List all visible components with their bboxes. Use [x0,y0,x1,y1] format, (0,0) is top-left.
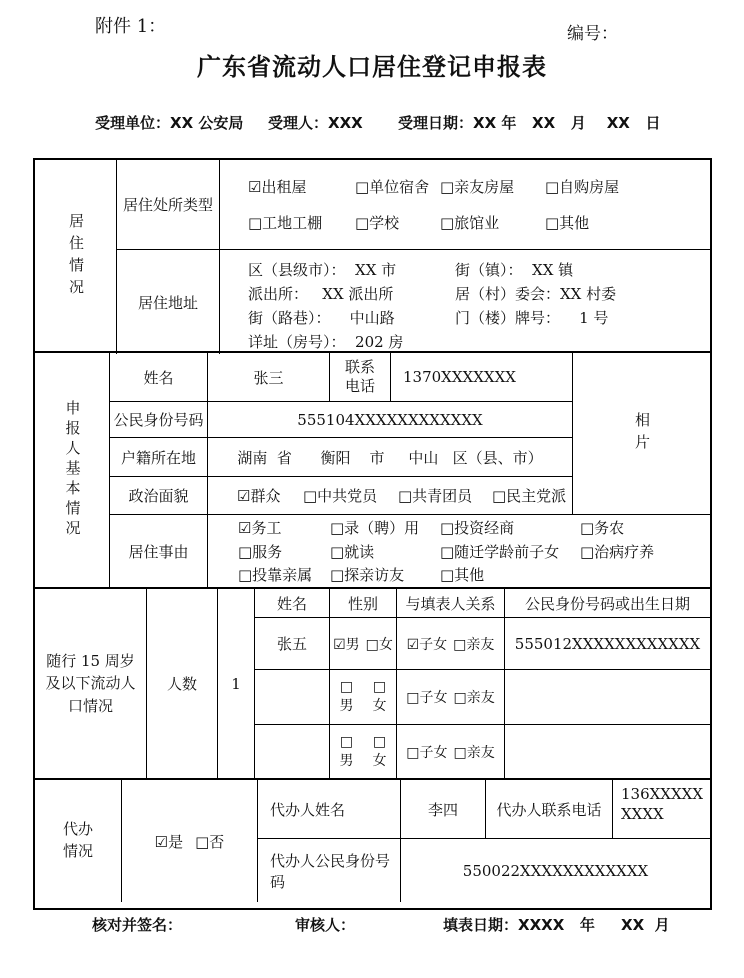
checkbox-agent-no: □否 [195,832,225,851]
checkbox-work: ☑务工 [238,519,282,538]
residence-type-options [220,160,710,250]
checkbox-child: ☑子女 [406,636,448,653]
address-district: 区（县级市）： XX 市 [248,261,397,279]
residence-type-label: 居住处所类型 [117,160,220,250]
checkbox-other-reason: □其他 [440,565,485,584]
checkbox-other-residence: □其他 [545,214,590,233]
minors-count-value: 1 [218,589,255,778]
minors-section-label: 随行 15 周岁及以下流动人口情况 [35,589,147,778]
checkbox-relatives-housing: □亲友房屋 [440,177,515,196]
agent-id-label: 代办人公民身份号码 [258,839,401,902]
accepting-date: 受理日期：XX 年 XX 月 XX 日 [398,114,661,132]
checkbox-hotel: □旅馆业 [440,214,500,233]
fill-date-label: 填表日期：XXXX 年 XX 月 [443,916,670,934]
checkbox-female: □女 [372,733,387,769]
agent-name-label: 代办人姓名 [258,780,401,839]
minor-relation [397,725,505,778]
residence-section [35,160,710,351]
residence-section-label: 居住情况 [35,160,117,354]
accepting-officer: 受理人：XXX [268,114,363,132]
phone-label: 联系电话 [330,353,391,402]
checkbox-child: □子女 [406,690,448,706]
agent-section-label: 代办情况 [35,780,122,902]
checkbox-preschool-children: □随迁学龄前子女 [440,542,560,561]
agent-phone-label: 代办人联系电话 [486,780,613,839]
checkbox-employment: □录（聘）用 [330,519,420,538]
checkbox-worksite-shed: □工地工棚 [248,214,323,233]
minor-name [255,670,330,725]
residence-reason-options [208,515,710,587]
checkbox-relative: □亲友 [453,744,495,761]
minor-gender [330,618,397,670]
residence-reason-label: 居住事由 [110,515,208,587]
name-label: 姓名 [110,353,208,402]
checkbox-study: □就读 [330,542,375,561]
verify-sign-label: 核对并签名： [92,916,183,934]
minor-id [505,725,710,778]
political-status-options [208,477,573,515]
address-street: 街（路巷）： 中山路 [248,309,395,327]
minors-header-relation: 与填表人关系 [397,589,505,618]
registration-form-table [33,158,712,910]
checkbox-farming: □务农 [580,519,625,538]
checkbox-female: □女 [372,679,387,714]
minors-header-gender: 性别 [330,589,397,618]
agent-yes-no [122,780,258,902]
checkbox-female: □女 [365,636,393,653]
checkbox-male: ☑男 [333,636,360,653]
reviewer-label: 审核人： [295,916,356,934]
residence-address [220,250,710,354]
minors-header-id: 公民身份号码或出生日期 [505,589,710,618]
minors-count-label: 人数 [147,589,218,778]
checkbox-service: □服务 [238,542,283,561]
applicant-section [35,351,710,587]
address-house-number: 门（楼）牌号： 1 号 [455,309,609,327]
minor-id: 555012XXXXXXXXXXXX [505,618,710,670]
checkbox-cpc-member: □中共党员 [303,487,378,505]
id-number-label: 公民身份号码 [110,402,208,438]
checkbox-agent-yes: ☑是 [154,832,184,851]
checkbox-rental-housing: ☑出租屋 [248,177,307,196]
minor-id [505,670,710,725]
checkbox-youth-league-member: □共青团员 [398,487,473,505]
minors-header-name: 姓名 [255,589,330,618]
minor-name: 张五 [255,618,330,670]
accepting-unit: 受理单位：XX 公安局 [95,114,244,132]
checkbox-relying-on-relatives: □投靠亲属 [238,565,313,584]
address-town: 街（镇）： XX 镇 [455,261,574,279]
phone-value: 1370XXXXXXX [391,353,573,402]
hukou-value: 湖南 省 衡阳 市 中山 区（县、市） [208,438,573,477]
residence-address-label: 居住地址 [117,250,220,354]
checkbox-relative: □亲友 [453,690,495,706]
minor-gender [330,725,397,778]
attachment-label: 附件 1： [95,16,167,37]
serial-number-label: 编号： [567,24,618,44]
checkbox-employer-dormitory: □单位宿舍 [355,177,430,196]
checkbox-relative: □亲友 [453,636,495,653]
checkbox-male: □男 [339,733,354,769]
applicant-section-label: 申报人基本情况 [35,353,110,587]
checkbox-school-housing: □学校 [355,214,400,233]
minors-section [35,587,710,778]
name-value: 张三 [208,353,330,402]
minor-relation [397,618,505,670]
address-village-committee: 居（村）委会：XX 村委 [455,285,617,303]
checkbox-self-purchased-housing: □自购房屋 [545,177,620,196]
checkbox-masses: ☑群众 [237,487,281,505]
minor-relation [397,670,505,725]
agent-id-value: 550022XXXXXXXXXXXX [462,861,649,880]
id-number-value: 555104XXXXXXXXXXXX [208,402,573,438]
checkbox-male: □男 [339,679,354,714]
minor-gender [330,670,397,725]
agent-section [35,778,710,902]
address-police-station: 派出所： XX 派出所 [248,285,394,303]
form-title: 广东省流动人口居住登记申报表 [197,53,547,81]
photo-box: 相片 [573,353,710,515]
checkbox-democratic-party: □民主党派 [492,487,567,505]
hukou-label: 户籍所在地 [110,438,208,477]
agent-name-value: 李四 [401,780,486,839]
agent-phone-value: 136XXXXXXXXX [613,780,710,839]
checkbox-medical-care: □治病疗养 [580,542,655,561]
checkbox-child: □子女 [406,744,448,761]
checkbox-visiting-relatives: □探亲访友 [330,565,405,584]
checkbox-business-investment: □投资经商 [440,519,515,538]
address-room-detail: 详址（房号）： 202 房 [248,333,404,351]
political-status-label: 政治面貌 [110,477,208,515]
minor-name [255,725,330,778]
